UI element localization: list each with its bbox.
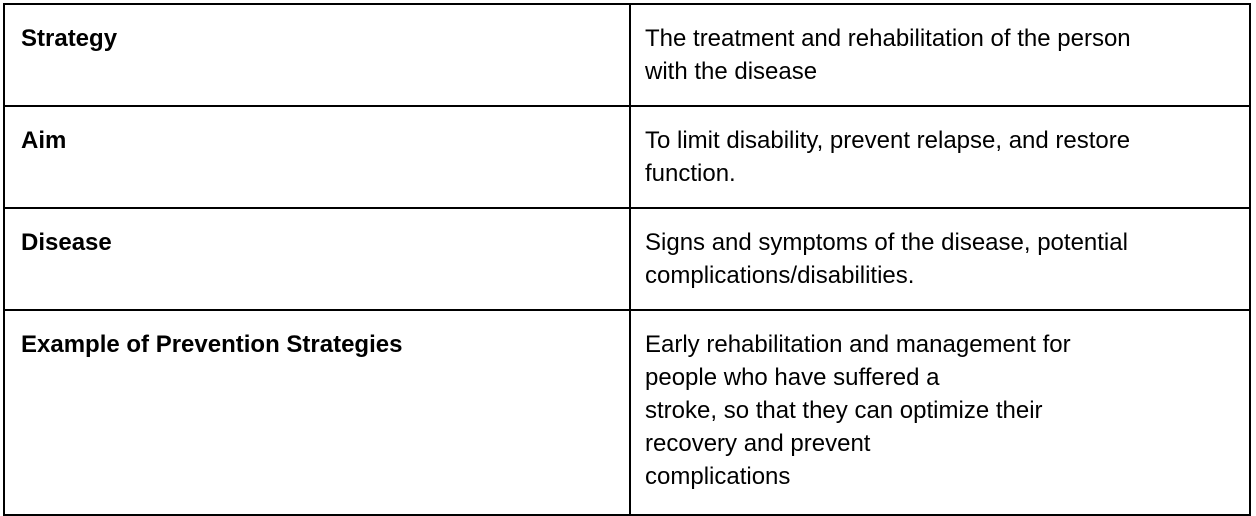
value-line: complications/disabilities. [645,262,915,289]
table-row-aim [4,106,1250,208]
row-label: Strategy [4,4,630,106]
prevention-table-container [3,3,1249,495]
row-value [630,4,1250,106]
value-line: Early rehabilitation and management for [645,331,1071,358]
value-line: stroke, so that they can optimize their [645,397,1043,424]
table-row-example [4,310,1250,515]
value-line: To limit disability, prevent relapse, and restore [645,127,1131,154]
row-label: Disease [4,208,630,310]
row-value [630,208,1250,310]
value-line: function. [645,160,736,187]
prevention-strategy-table [3,3,1251,516]
value-line: with the disease [645,58,818,85]
value-line: recovery and prevent [645,430,871,457]
value-line: Signs and symptoms of the disease, potential [645,229,1128,256]
value-line: people who have suffered a [645,364,940,391]
value-line: The treatment and rehabilitation of the person [645,25,1131,52]
value-line: complications [645,463,791,490]
table-row-strategy [4,4,1250,106]
row-value [630,106,1250,208]
row-label: Example of Prevention Strategies [4,310,630,515]
table-row-disease [4,208,1250,310]
row-label: Aim [4,106,630,208]
row-value [630,310,1250,515]
